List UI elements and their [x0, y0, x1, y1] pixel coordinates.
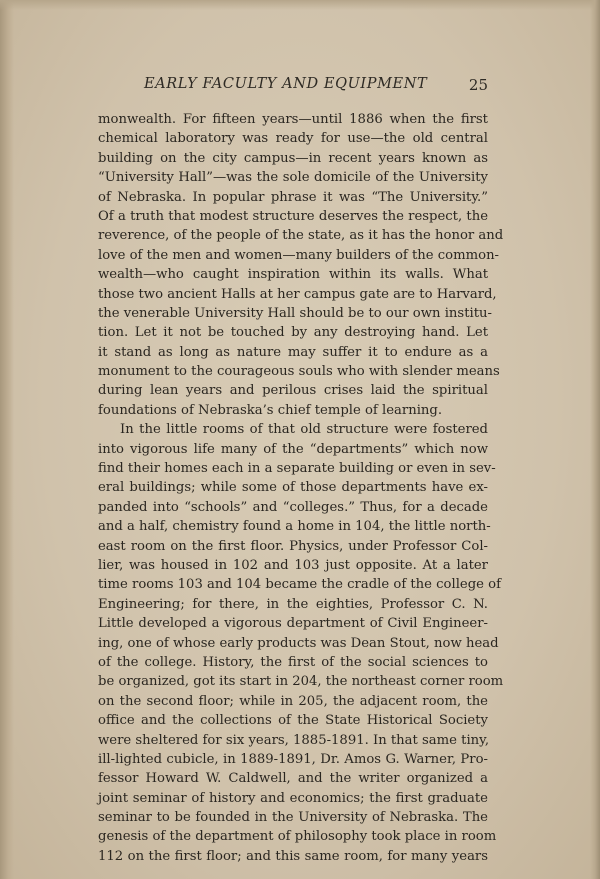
text-line: seminar to be founded in the University of Nebraska. The — [98, 810, 488, 826]
text-line: 112 on the first floor; and this same room, for many years — [98, 848, 488, 864]
text-line: Of a truth that modest structure deserves the respect, the — [98, 208, 488, 224]
text-line: during lean years and perilous crises laid the spiritual — [98, 383, 488, 399]
text-line: monwealth. For fifteen years—until 1886 when the first — [98, 112, 488, 127]
text-line: In the little rooms of that old structure were fostered — [120, 422, 488, 438]
text-line: the venerable University Hall should be to our own institu- — [98, 305, 492, 321]
text-line: Engineering; for there, in the eighties, Professor C. N. — [98, 596, 488, 612]
text-line: fessor Howard W. Caldwell, and the writer organized a — [98, 771, 488, 787]
text-line: find their homes each in a separate building or even in sev- — [98, 461, 496, 477]
text-line: of the college. History, the first of the social sciences to — [98, 654, 488, 670]
text-line: “University Hall”—was the sole domicile of the University — [98, 170, 488, 186]
body-text — [98, 110, 504, 866]
text-line: ing, one of whose early products was Dean Stout, now head — [98, 635, 499, 651]
text-line: Little developed a vigorous department of Civil Engineer- — [98, 616, 488, 632]
text-line: wealth—who caught inspiration within its walls. What — [98, 267, 488, 283]
text-line: east room on the first floor. Physics, under Professor Col- — [98, 538, 488, 554]
binding-shadow — [0, 0, 14, 879]
text-line: office and the collections of the State Historical Society — [98, 713, 488, 729]
text-line: into vigorous life many of the “departments” which now — [98, 441, 488, 457]
text-line: of Nebraska. In popular phrase it was “The University.” — [98, 189, 488, 205]
top-edge-shadow — [0, 0, 600, 10]
page-header — [98, 76, 488, 98]
text-line: foundations of Nebraska’s chief temple of learning. — [98, 402, 443, 418]
text-line: those two ancient Halls at her campus gate are to Harvard, — [98, 286, 497, 302]
text-line: tion. Let it not be touched by any destroying hand. Let — [98, 325, 488, 341]
text-line: ill-lighted cubicle, in 1889-1891, Dr. Amos G. Warner, Pro- — [98, 751, 488, 767]
page-edge-stack — [590, 0, 600, 879]
text-line: genesis of the department of philosophy took place in room — [98, 829, 497, 845]
text-line: joint seminar of history and economics; the first graduate — [98, 790, 488, 806]
text-line: eral buildings; while some of those departments have ex- — [98, 480, 488, 496]
text-line: time rooms 103 and 104 became the cradle of the college of — [98, 577, 501, 593]
text-line: panded into “schools” and “colleges.” Thus, for a decade — [98, 499, 488, 515]
text-line: be organized, got its start in 204, the northeast corner room — [98, 674, 504, 690]
paragraph — [98, 420, 504, 866]
running-head: EARLY FACULTY AND EQUIPMENT — [144, 76, 428, 92]
text-line: love of the men and women—many builders of the common- — [98, 247, 500, 263]
paragraph — [98, 110, 504, 420]
text-line: building on the city campus—in recent years known as — [98, 150, 488, 166]
text-line: on the second floor; while in 205, the adjacent room, the — [98, 693, 488, 709]
text-line: were sheltered for six years, 1885-1891. In that same tiny, — [98, 732, 490, 748]
text-line: chemical laboratory was ready for use—the old central — [98, 131, 488, 147]
text-line: it stand as long as nature may suffer it to endure as a — [98, 344, 488, 360]
text-line: lier, was housed in 102 and 103 just opposite. At a later — [98, 557, 488, 573]
text-line: and a half, chemistry found a home in 104, the little north- — [98, 519, 491, 535]
page-number: 25 — [468, 76, 488, 94]
text-line: reverence, of the people of the state, as it has the honor and — [98, 228, 504, 244]
text-line: monument to the courageous souls who with slender means — [98, 364, 500, 380]
